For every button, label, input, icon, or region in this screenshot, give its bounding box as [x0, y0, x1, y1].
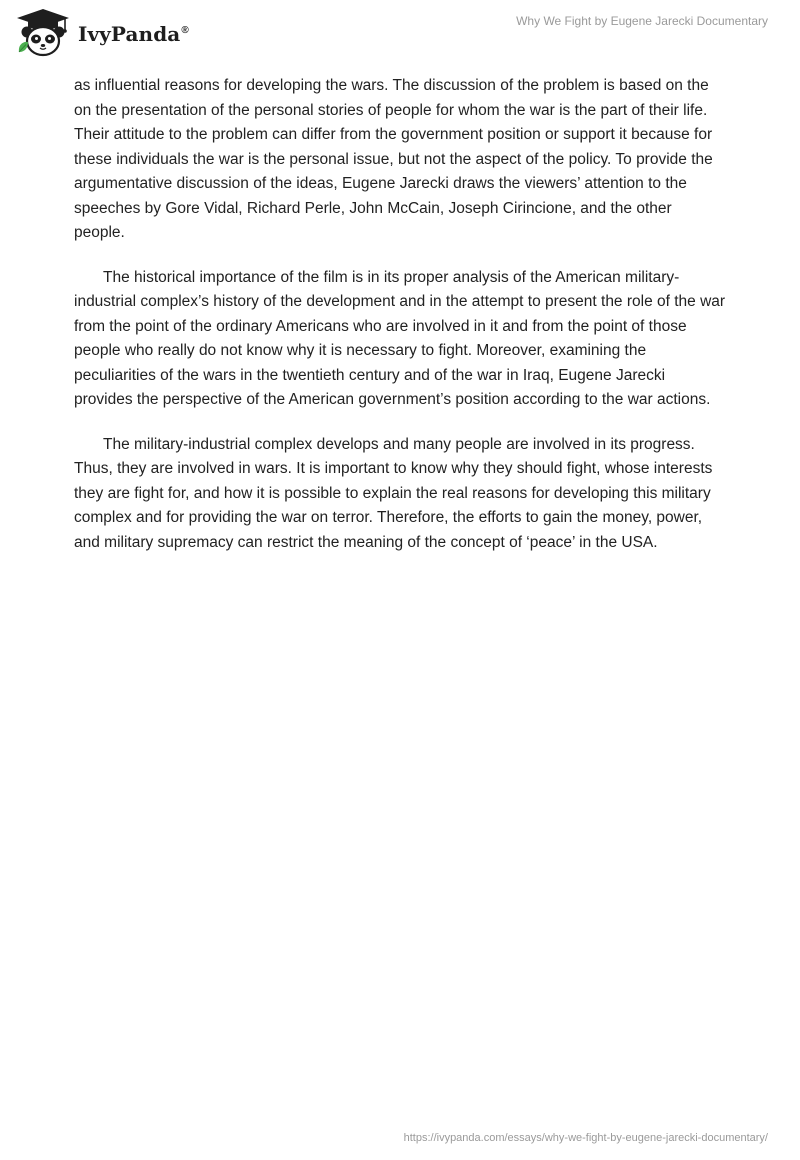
registered-mark: ® — [181, 25, 189, 37]
document-title: Why We Fight by Eugene Jarecki Documentary — [516, 14, 768, 28]
paragraph: as influential reasons for developing the wars. The discussion of the problem is based on the on the presentation of the personal stories of people for whom the war is the part of their life. Their attitude to the problem can differ from the government position or support it because for these individuals the war is the personal issue, but not the aspect of the policy. To provide the argumentative discussion of the ideas, Eugene Jarecki draws the viewers’ attention to the speeches by Gore Vidal, Richard Perle, John McCain, Joseph Cirincione, and the other people. — [74, 77, 713, 241]
source-url-link[interactable]: https://ivypanda.com/essays/why-we-fight-by-eugene-jarecki-documentary/ — [403, 1132, 768, 1144]
paragraph: The military-industrial complex develops and many people are involved in its progress. Thus, they are involved in wars. It is important to know why they should fight, whose interests they are fight for, and how it is possible to explain the real reasons for developing this military complex and for providing the war on terror. Therefore, the efforts to gain the money, power, and military supremacy can restrict the meaning of the concept of ‘peace’ in the USA. — [74, 435, 713, 551]
page-header — [0, 0, 800, 70]
ivypanda-logo[interactable] — [14, 8, 189, 58]
paragraph: The historical importance of the film is in its proper analysis of the American military-industrial complex’s history of the development and in the attempt to present the role of the war from the point of the ordinary Americans who are involved in it and from the point of those people who really do not know why it is necessary to fight. Moreover, examining the peculiarities of the wars in the twentieth century and of the war in Iraq, Eugene Jarecki provides the perspective of the American government’s position according to the war actions. — [74, 268, 726, 408]
logo-wordmark: IvyPanda® — [78, 22, 189, 46]
panda-graduate-logo-icon — [14, 8, 72, 58]
essay-body — [74, 74, 726, 575]
